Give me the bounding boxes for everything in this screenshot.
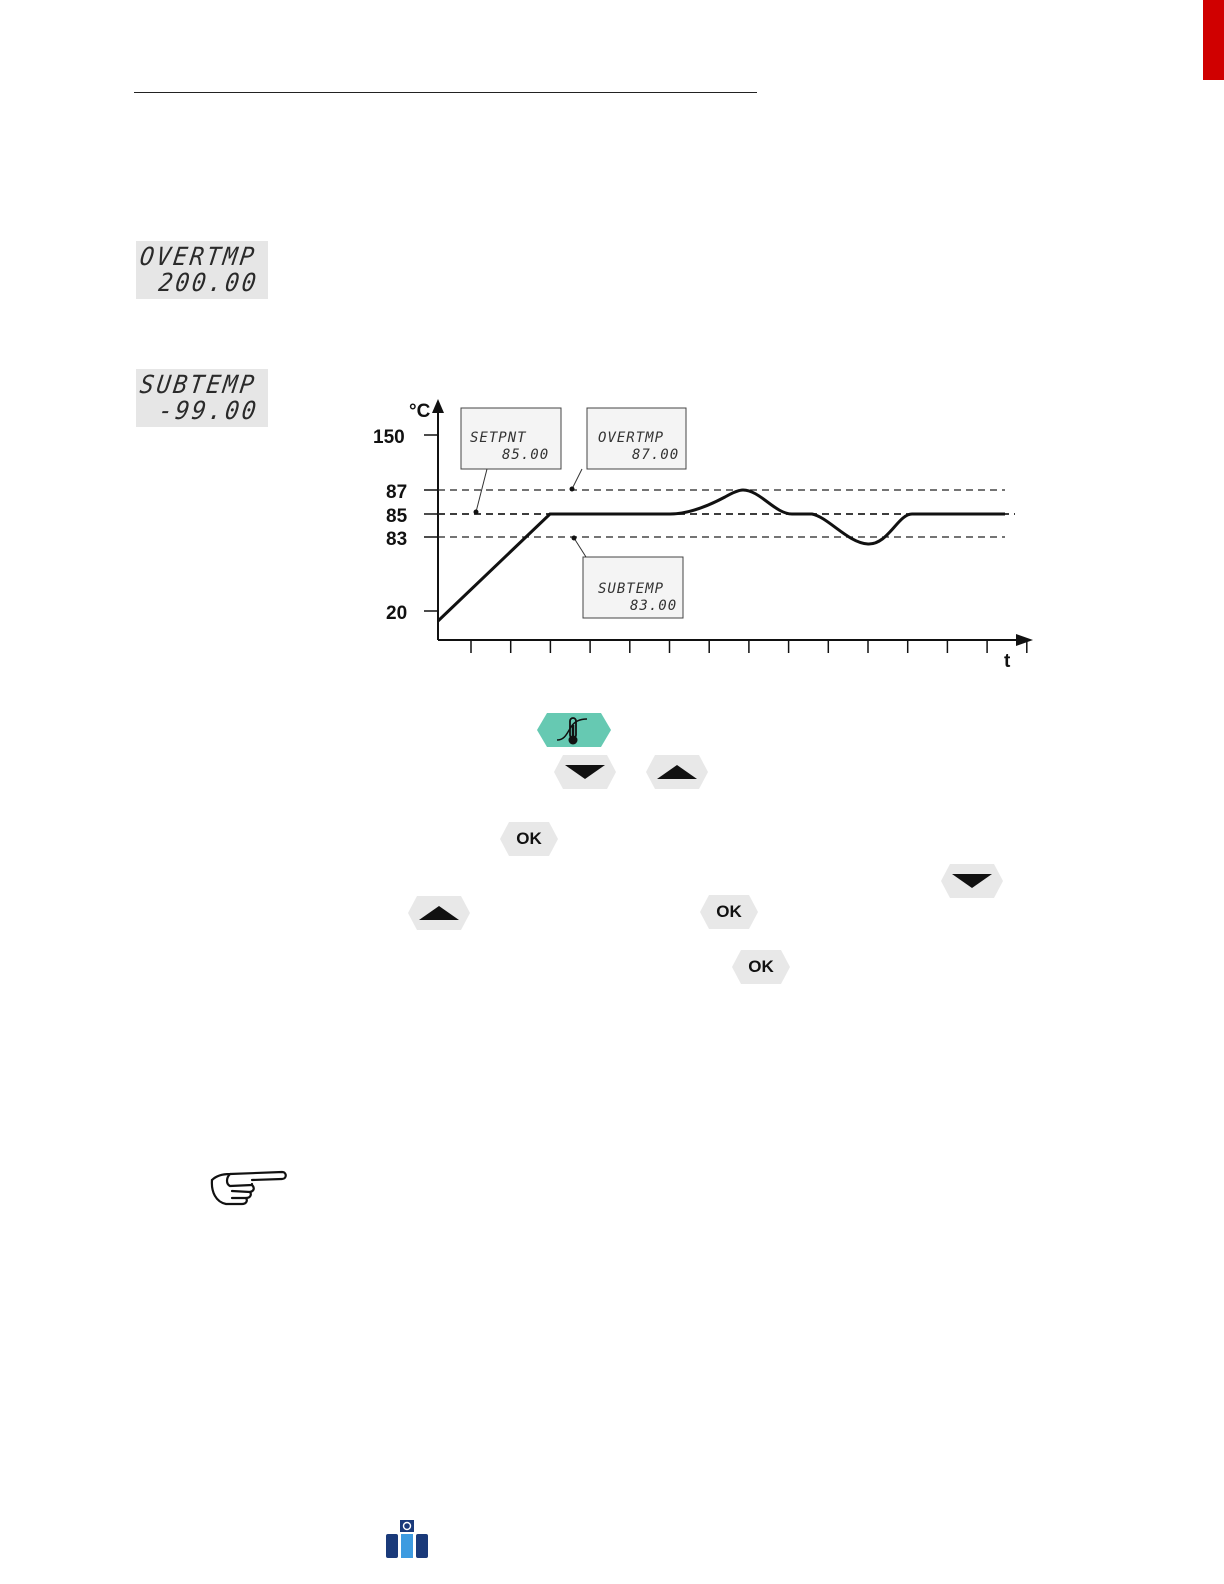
lcd-subtemp-display (136, 369, 268, 427)
ok-key-3-label: OK (748, 957, 774, 976)
y-axis-label: °C (409, 401, 431, 422)
lcd-overtmp-line2: 200.00 (156, 268, 261, 297)
callout-subtemp-line2: 83.00 (630, 598, 678, 614)
callout-setpnt (461, 408, 561, 515)
x-ticks (471, 640, 1027, 653)
callout-setpnt-line1: SETPNT (470, 430, 527, 446)
header-rule (134, 92, 757, 93)
temperature-chart (360, 395, 1050, 680)
temperature-curve (438, 490, 1005, 621)
page-edge-marker (1203, 0, 1224, 80)
callout-overtmp (570, 408, 687, 492)
ok-key[interactable] (500, 822, 558, 856)
callout-setpnt-line2: 85.00 (502, 447, 550, 463)
x-axis-arrow (1016, 634, 1033, 646)
x-axis-label: t (1004, 651, 1011, 672)
callout-subtemp-line1: SUBTEMP (598, 581, 665, 597)
ok-key-label: OK (516, 829, 542, 848)
y-tick-85: 85 (386, 506, 408, 527)
callout-subtemp (572, 536, 684, 619)
y-tick-20: 20 (386, 603, 408, 624)
ok-key-2[interactable] (700, 895, 758, 929)
temperature-key[interactable] (537, 713, 611, 747)
down-key-2[interactable] (941, 864, 1003, 898)
lcd-subtemp-line1: SUBTEMP (138, 370, 259, 399)
lcd-subtemp-line2: -99.00 (156, 396, 261, 425)
y-tick-150: 150 (373, 427, 405, 448)
callout-setpnt-dot (474, 510, 479, 515)
ok-key-3[interactable] (732, 950, 790, 984)
callout-subtemp-dot (572, 536, 577, 541)
callout-overtmp-line1: OVERTMP (598, 430, 665, 446)
up-key-2[interactable] (408, 896, 470, 930)
pointing-hand-icon (208, 1166, 290, 1210)
callout-overtmp-dot (570, 487, 575, 492)
lcd-overtmp-display (136, 241, 268, 299)
y-tick-87: 87 (386, 482, 408, 503)
ok-key-2-label: OK (716, 902, 742, 921)
y-axis-arrow (432, 399, 444, 413)
callout-subtemp-leader (574, 538, 586, 557)
down-key[interactable] (554, 755, 616, 789)
y-ticks (373, 427, 438, 624)
callout-overtmp-leader (572, 469, 582, 489)
up-key[interactable] (646, 755, 708, 789)
company-logo (384, 1520, 430, 1560)
callout-overtmp-line2: 87.00 (632, 447, 680, 463)
lcd-overtmp-line1: OVERTMP (138, 242, 259, 271)
y-tick-83: 83 (386, 529, 408, 550)
